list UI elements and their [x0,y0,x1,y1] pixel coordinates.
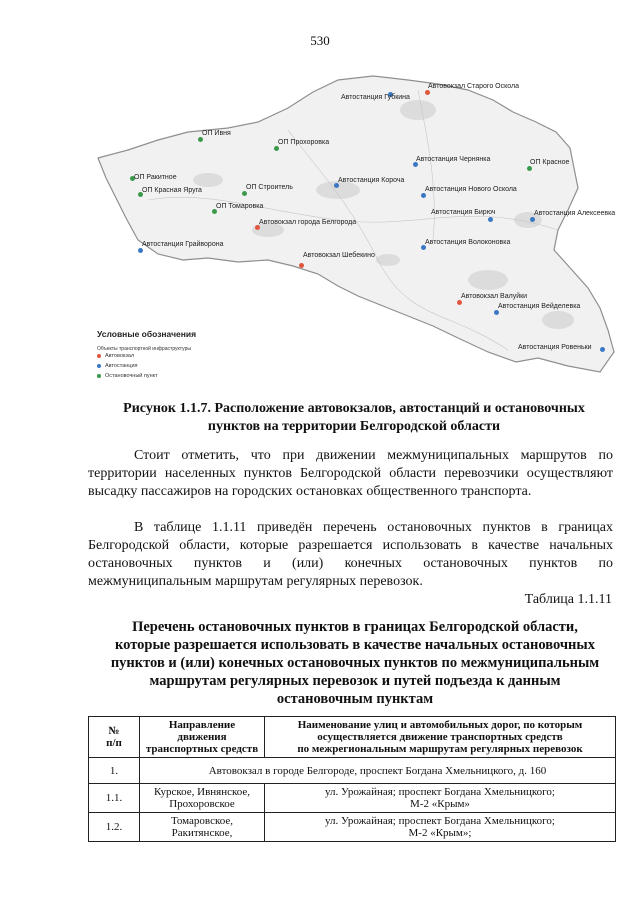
map-label: Автостанция Ровеньки [518,344,592,351]
map-marker [242,191,247,196]
row-roads [265,784,616,813]
header-direction [140,717,265,758]
header-text: движения [177,731,227,743]
header-text: осуществляется движение транспортных средств [317,731,563,743]
paragraph-2: В таблице 1.1.11 приведён перечень остановочных пунктов в границах Белгородской области, которые разрешается использовать в качестве начальных остановочных пунктов и (или) конечных остановочных пунктов по межмуниципальным маршрутам регулярных перевозок. [88,520,613,589]
cell-text: ул. Урожайная; проспект Богдана Хмельницкого; [325,815,555,827]
table-label: Таблица 1.1.11 [524,592,612,607]
map-marker [421,193,426,198]
map-marker [299,263,304,268]
map-label: ОП Прохоровка [278,139,330,146]
cell-text: ул. Урожайная; проспект Богдана Хмельницкого; [325,786,555,798]
map-label: Автостанция Грайворона [142,241,224,248]
row-roads [265,813,616,842]
map-label: ОП Ракитное [134,174,177,181]
map-label: ОП Красная Яруга [142,187,202,194]
table-header-row [89,717,616,758]
table-title-line: пунктов и (или) конечных остановочных пунктов по межмуниципальным [110,655,600,671]
map-label: ОП Томаровка [216,203,264,210]
cell-text: Прохоровское [169,798,235,810]
map-label: Автовокзал города Белгорода [259,219,357,226]
map-label: Автостанция Чернянка [416,156,491,163]
header-text: транспортных средств [145,743,259,755]
header-text: № [108,725,120,737]
region-map [88,70,620,388]
table-title [100,618,610,708]
map-marker [198,137,203,142]
row-number: 1.1. [89,784,140,813]
map-label: Автостанция Бирюч [431,209,496,216]
cell-text: Ракитянское, [171,827,233,839]
row-direction [140,784,265,813]
row-direction [140,813,265,842]
map-marker [488,217,493,222]
legend-item-autostation [97,363,138,369]
legend-title: Условные обозначения [97,329,197,339]
table-title-line: Перечень остановочных пунктов в границах Белгородской области, [132,619,578,635]
green-dot-icon [97,374,101,378]
map-label: Автостанция Короча [338,177,405,184]
table-row [89,813,616,842]
table-row [89,758,616,784]
legend-label: Автостанция [105,363,138,369]
cell-text: Томаровское, [170,815,233,827]
header-roads [265,717,616,758]
map-marker [494,310,499,315]
table-title-line: которые разрешается использовать в качестве начальных остановочных [114,637,595,653]
table-row [89,784,616,813]
map-label: Автовокзал Шебекино [303,252,375,259]
header-text: п/п [106,737,122,749]
legend-label: Остановочный пункт [105,373,158,379]
map-label: ОП Строитель [246,184,293,191]
page-number: 530 [310,33,330,48]
cell-text: М-2 «Крым»; [408,827,472,839]
legend-subtitle: Объекты транспортной инфраструктуры [97,346,191,352]
legend-item-autovokzal [97,353,134,359]
header-text: по межрегиональным маршрутам регулярных перевозок [297,743,583,755]
blue-dot-icon [97,364,101,368]
map-label: Автостанция Волоконовка [425,239,511,246]
map-label: Автовокзал Старого Оскола [428,83,519,90]
row-span-text: Автовокзал в городе Белгороде, проспект Богдана Хмельницкого, д. 160 [140,758,616,784]
legend-item-stop [97,373,158,379]
map-marker [425,90,430,95]
row-number: 1.2. [89,813,140,842]
header-number [89,717,140,758]
legend-label: Автовокзал [105,353,135,359]
paragraph-1: Стоит отметить, что при движении межмуниципальных маршрутов по территории населенных пунктов Белгородской области перевозчики осуществляют высадку пассажиров на городских остановках общественного транспорта. [88,448,613,499]
caption-line: Рисунок 1.1.7. Расположение автовокзалов, автостанций и остановочных [123,401,585,416]
map-label: Автовокзал Валуйки [461,293,528,300]
map-marker [274,146,279,151]
map-label: Автостанция Губкина [341,94,410,101]
header-text: Наименование улиц и автомобильных дорог, по которым [297,719,583,731]
map-label: Автостанция Алексеевка [534,210,616,217]
map-label: ОП Красное [530,159,570,166]
map-marker [138,248,143,253]
map-marker [527,166,532,171]
figure-caption [88,400,620,436]
map-marker [530,217,535,222]
stops-table [88,716,616,842]
map-label: ОП Ивня [202,130,231,137]
cell-text: Курское, Ивнянское, [153,786,251,798]
table-title-line: маршрутам регулярных перевозок и путей подъезда к данным [149,673,561,689]
region-outline [88,70,620,388]
map-label: Автостанция Вейделевка [498,303,581,310]
red-dot-icon [97,354,101,358]
table-title-line: остановочным пунктам [276,691,434,707]
map-marker [457,300,462,305]
map-label: Автостанция Нового Оскола [425,186,517,193]
header-text: Направление [168,719,236,731]
map-marker [600,347,605,352]
row-number: 1. [89,758,140,784]
cell-text: М-2 «Крым» [410,798,470,810]
caption-line: пунктов на территории Белгородской области [207,419,501,434]
